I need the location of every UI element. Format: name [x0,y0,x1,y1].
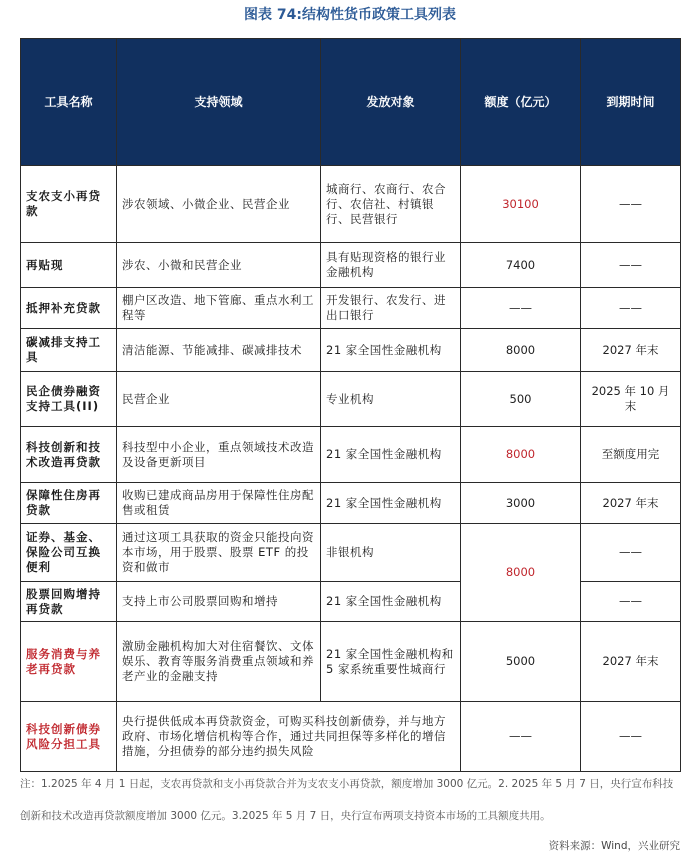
due: 2027 年末 [581,483,681,524]
amount: 3000 [461,483,581,524]
amount: —— [461,702,581,772]
target: 21 家全国性金融机构 [321,329,461,372]
header-due: 到期时间 [581,39,681,166]
due: —— [581,524,681,582]
tool-name: 科技创新和技术改造再贷款 [21,427,117,483]
target: 开发银行、农发行、进出口银行 [321,288,461,329]
amount: 30100 [461,166,581,243]
tool-name: 科技创新债券风险分担工具 [21,702,117,772]
target: 21 家全国性金融机构 [321,582,461,622]
due: 2025 年 10 月末 [581,372,681,427]
support-area: 清洁能源、节能减排、碳减排技术 [117,329,321,372]
tool-name: 民企债券融资支持工具(II) [21,372,117,427]
support-area: 收购已建成商品房用于保障性住房配售或租赁 [117,483,321,524]
table-row [21,372,681,427]
amount: —— [461,288,581,329]
due: 2027 年末 [581,622,681,702]
tool-name: 碳减排支持工具 [21,329,117,372]
table-row [21,582,681,622]
amount: 8000 [461,427,581,483]
tool-name: 抵押补充贷款 [21,288,117,329]
due: —— [581,166,681,243]
source-note: 资料来源：Wind，兴业研究 [548,840,680,852]
target: 21 家全国性金融机构 [321,483,461,524]
target: 21 家全国性金融机构 [321,427,461,483]
header-support-area: 支持领域 [117,39,321,166]
policy-tools-table [20,38,681,772]
header-target: 发放对象 [321,39,461,166]
amount: 8000 [461,524,581,622]
target: 21 家全国性金融机构和 5 家系统重要性城商行 [321,622,461,702]
table-row [21,702,681,772]
due: 2027 年末 [581,329,681,372]
tool-name: 服务消费与养老再贷款 [21,622,117,702]
amount: 7400 [461,243,581,288]
header-amount: 额度（亿元） [461,39,581,166]
support-area: 涉农、小微和民营企业 [117,243,321,288]
support-area: 科技型中小企业，重点领域技术改造及设备更新项目 [117,427,321,483]
tool-name: 股票回购增持再贷款 [21,582,117,622]
due: —— [581,288,681,329]
support-area: 通过这项工具获取的资金只能投向资本市场，用于股票、股票 ETF 的投资和做市 [117,524,321,582]
header-tool-name: 工具名称 [21,39,117,166]
due: —— [581,243,681,288]
tool-name: 支农支小再贷款 [21,166,117,243]
target: 非银机构 [321,524,461,582]
due: —— [581,702,681,772]
target: 专业机构 [321,372,461,427]
due: 至额度用完 [581,427,681,483]
due: —— [581,582,681,622]
table-row [21,166,681,243]
amount: 8000 [461,329,581,372]
support-area: 央行提供低成本再贷款资金，可购买科技创新债券，并与地方政府、市场化增信机构等合作，通过共同担保等多样化的增信措施，分担债券的部分违约损失风险 [117,702,461,772]
support-area: 支持上市公司股票回购和增持 [117,582,321,622]
tool-name: 再贴现 [21,243,117,288]
tool-name: 保障性住房再贷款 [21,483,117,524]
support-area: 激励金融机构加大对住宿餐饮、文体娱乐、教育等服务消费重点领域和养老产业的金融支持 [117,622,321,702]
page-title: 图表 74:结构性货币政策工具列表 [244,7,456,23]
table-row [21,329,681,372]
table-header-row [21,39,681,166]
support-area: 棚户区改造、地下管廊、重点水利工程等 [117,288,321,329]
amount: 5000 [461,622,581,702]
table-row [21,524,681,582]
support-area: 民营企业 [117,372,321,427]
table-row [21,483,681,524]
target: 城商行、农商行、农合行、农信社、村镇银行、民营银行 [321,166,461,243]
footnote-line-1: 注：1.2025 年 4 月 1 日起，支农再贷款和支小再贷款合并为支农支小再贷款，额度增加 3000 亿元。2. 2025 年 5 月 7 日，央行宣布科技 [20,778,674,790]
footnote-line-2: 创新和技术改造再贷款额度增加 3000 亿元。3.2025 年 5 月 7 日，央行宣布两项支持资本市场的工具额度共用。 [20,810,551,822]
table-row [21,622,681,702]
table-row [21,427,681,483]
support-area: 涉农领域、小微企业、民营企业 [117,166,321,243]
tool-name: 证券、基金、保险公司互换便利 [21,524,117,582]
table-row [21,288,681,329]
table-row [21,243,681,288]
amount: 500 [461,372,581,427]
target: 具有贴现资格的银行业金融机构 [321,243,461,288]
